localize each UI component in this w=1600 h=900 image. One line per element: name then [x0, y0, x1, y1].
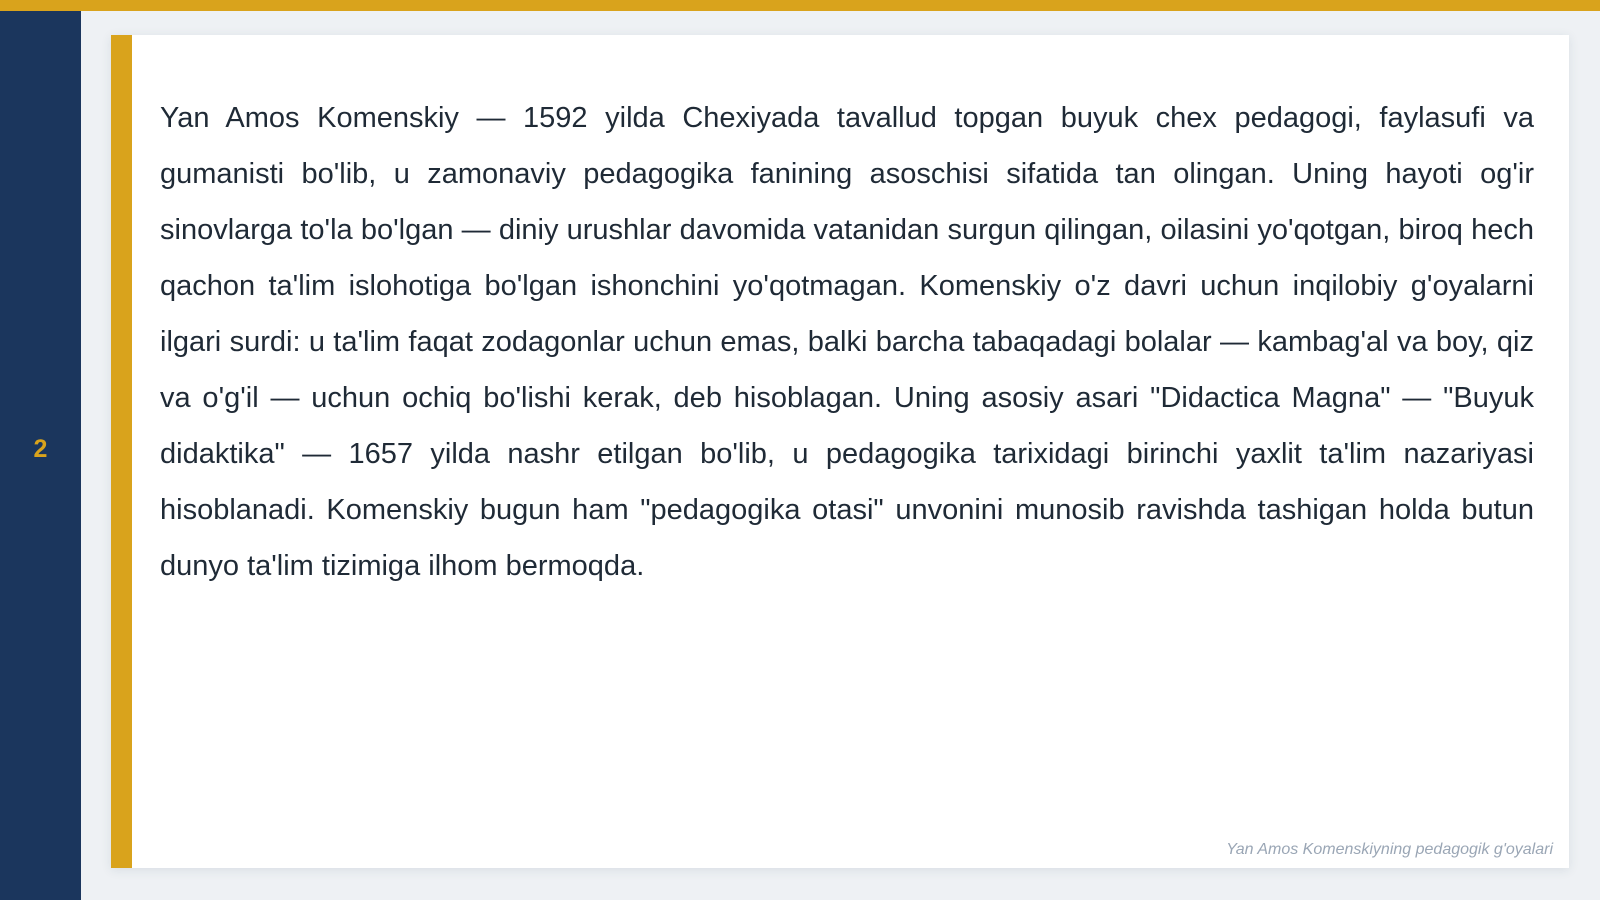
footer-title: Yan Amos Komenskiyning pedagogik g'oyalari: [1226, 841, 1553, 858]
card-accent-bar: [111, 35, 132, 868]
body-paragraph: Yan Amos Komenskiy — 1592 yilda Chexiyada tavallud topgan buyuk chex pedagogi, faylasufi va gumanisti bo'lib, u zamonaviy pedagogika fanining asoschisi sifatida tan olingan. Uning hayoti og'ir sinovlarga to'la bo'lgan — diniy urushlar davomida vatanidan surgun qilingan, oilasini yo'qotgan, biroq hech qachon ta'lim islohotiga bo'lgan ishonchini yo'qotmagan. Komenskiy o'z davri uchun inqilobiy g'oyalarni ilgari surdi: u ta'lim faqat zodagonlar uchun emas, balki barcha tabaqadagi bolalar — kambag'al va boy, qiz va o'g'il — uchun ochiq bo'lishi kerak, deb hisoblagan. Uning asosiy asari "Didactica Magna" — "Buyuk didaktika" — 1657 yilda nashr etilgan bo'lib, u pedagogika tarixidagi birinchi yaxlit ta'lim nazariyasi hisoblanadi. Komenskiy bugun ham "pedagogika otasi" unvonini munosib ravishda tashigan holda butun dunyo ta'lim tizimiga ilhom bermoqda.: [160, 102, 1534, 582]
content-card: [111, 35, 1569, 868]
slide-number: 2: [33, 435, 48, 463]
top-accent-bar: [0, 0, 1600, 11]
